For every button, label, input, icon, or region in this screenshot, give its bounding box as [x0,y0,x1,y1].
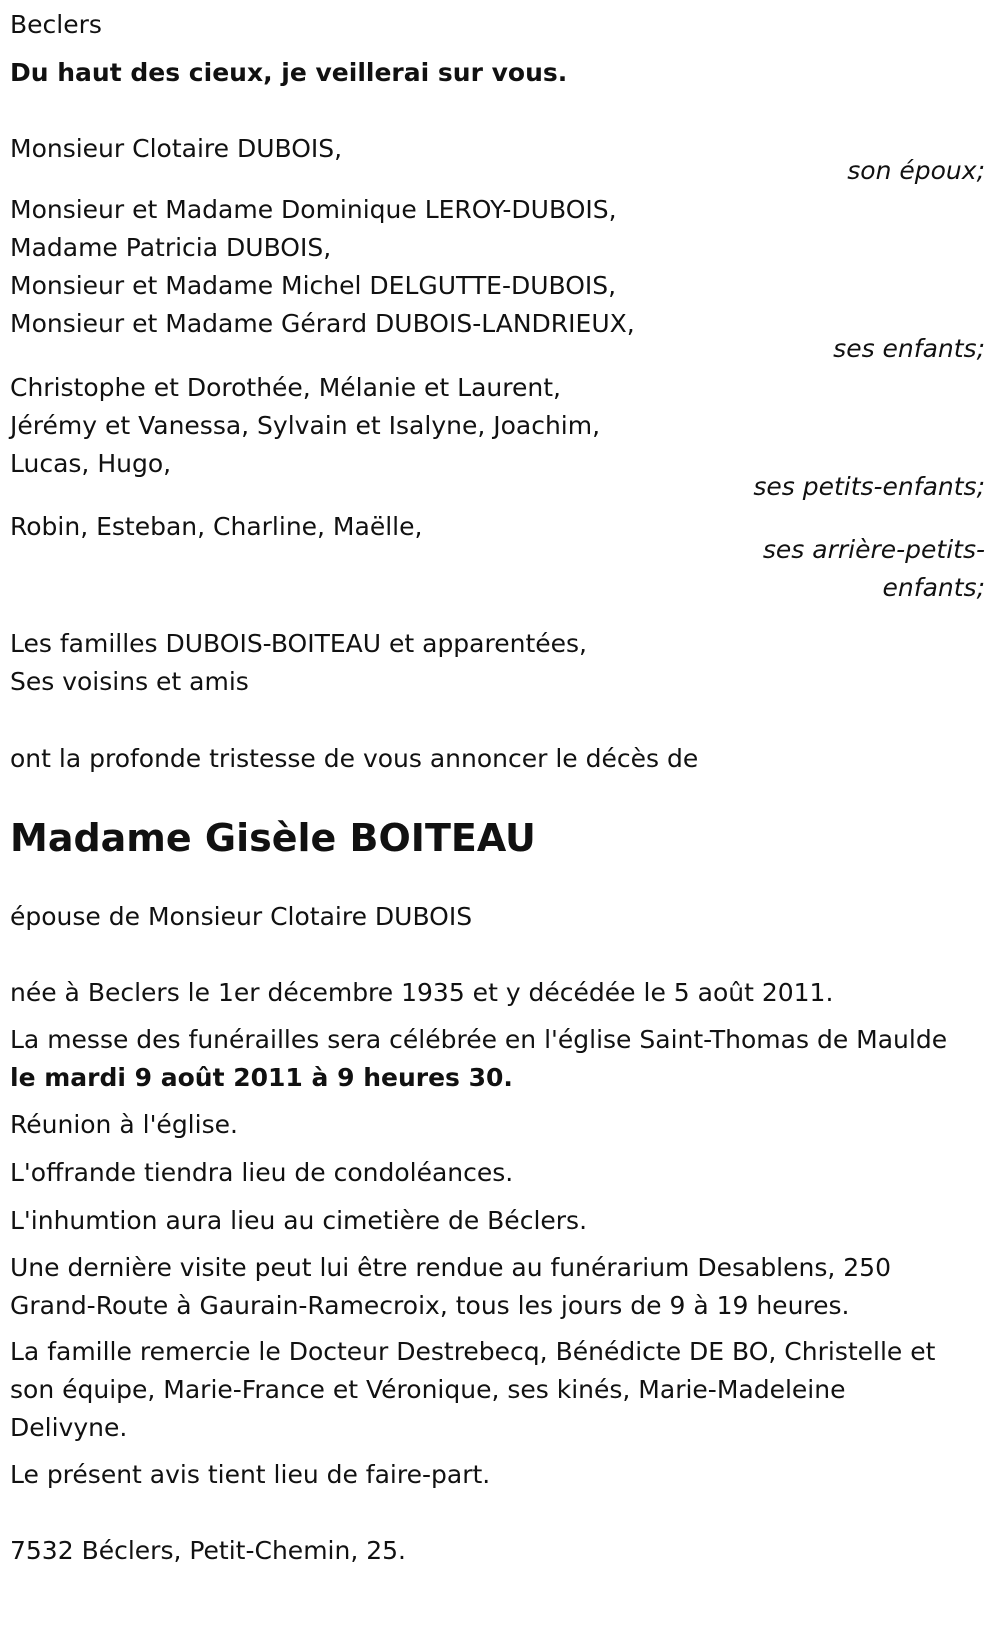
child-name: Monsieur et Madame Michel DELGUTTE-DUBOIS, [10,271,617,300]
announcement: ont la profonde tristesse de vous annoncer le décès de [10,744,699,773]
thanks-info: La famille remercie le Docteur Destrebecq, Bénédicte DE BO, Christelle et son équipe, Marie-France et Véronique, ses kinés, Marie-Madeleine Delivyne. [10,1337,936,1442]
address: 7532 Béclers, Petit-Chemin, 25. [10,1536,406,1565]
family-line: Les familles DUBOIS-BOITEAU et apparentées, [10,629,587,658]
child-name: Monsieur et Madame Gérard DUBOIS-LANDRIEUX, [10,309,635,338]
funeral-text: La messe des funérailles sera célébrée en l'église Saint-Thomas de Maulde [10,1025,948,1054]
birth-death: née à Beclers le 1er décembre 1935 et y décédée le 5 août 2011. [10,978,834,1007]
children-role: ses enfants; [833,334,985,363]
burial-info: L'inhumtion aura lieu au cimetière de Béclers. [10,1206,588,1235]
grandchild-names: Lucas, Hugo, [10,449,172,478]
grandchildren-group [10,369,985,507]
child-name: Monsieur et Madame Dominique LEROY-DUBOIS, [10,195,617,224]
spouse-group [10,129,985,191]
great-grandchild-names: Robin, Esteban, Charline, Maëlle, [10,512,423,541]
spouse-name: Monsieur Clotaire DUBOIS, [10,134,343,163]
meeting-info: Réunion à l'église. [10,1110,238,1139]
spouse-of: épouse de Monsieur Clotaire DUBOIS [10,902,473,931]
families-group [10,625,985,701]
epitaph: Du haut des cieux, je veillerai sur vous. [10,58,568,87]
grandchildren-role: ses petits-enfants; [753,472,985,501]
deceased-name: Madame Gisèle BOITEAU [10,816,536,860]
locality: Beclers [10,10,102,39]
visit-info: Une dernière visite peut lui être rendue au funérarium Desablens, 250 Grand-Route à Gaurain-Ramecroix, tous les jours de 9 à 19 heures. [10,1253,891,1320]
grandchild-names: Christophe et Dorothée, Mélanie et Laurent, [10,373,561,402]
great-grandchildren-role-line2: enfants; [882,573,985,602]
great-grandchildren-group [10,507,985,607]
great-grandchildren-role-line1: ses arrière-petits- [762,535,985,564]
grandchild-names: Jérémy et Vanessa, Sylvain et Isalyne, Joachim, [10,411,601,440]
child-name: Madame Patricia DUBOIS, [10,233,332,262]
obituary-notice [10,5,985,1571]
offering-info: L'offrande tiendra lieu de condoléances. [10,1158,514,1187]
funeral-details [10,1021,970,1097]
notice-info: Le présent avis tient lieu de faire-part. [10,1460,491,1489]
children-group [10,191,985,369]
spouse-role: son époux; [847,156,985,185]
family-line: Ses voisins et amis [10,667,249,696]
funeral-datetime: le mardi 9 août 2011 à 9 heures 30. [10,1063,513,1092]
